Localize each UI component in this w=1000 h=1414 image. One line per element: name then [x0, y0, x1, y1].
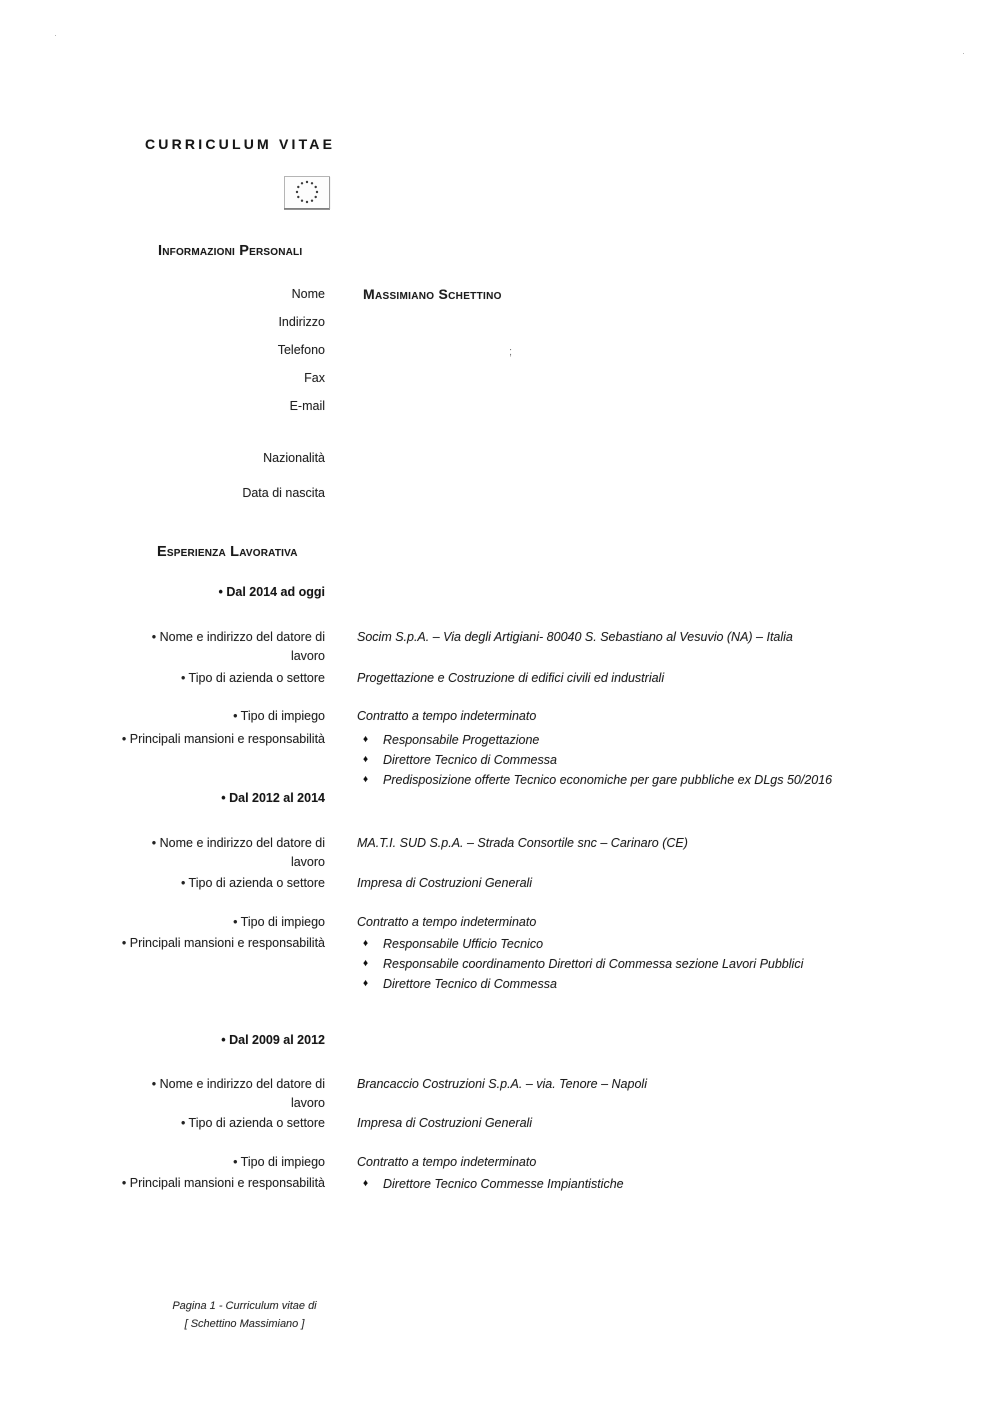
field-row-nome [0, 285, 1000, 304]
duty-text: Responsabile coordinamento Direttori di Commessa sezione Lavori Pubblici [383, 957, 804, 971]
field-row-indirizzo [0, 313, 1000, 332]
duty-text: Predisposizione offerte Tecnico economiche per gare pubbliche ex DLgs 50/2016 [383, 773, 833, 787]
job2-employment-row [0, 913, 1000, 932]
job1-employment-value: Contratto a tempo indeterminato [357, 709, 537, 723]
page-footer [152, 1297, 337, 1333]
duty-text: Responsabile Ufficio Tecnico [383, 937, 544, 951]
footer-line2: [ Schettino Massimiano ] [184, 1318, 305, 1330]
sector-label: • Tipo di azienda o settore [180, 1116, 325, 1130]
field-row-telefono [0, 341, 1000, 360]
duty-item [357, 974, 950, 994]
scan-mark-telefono: ; [509, 346, 513, 358]
job3-employer-value: Brancaccio Costruzioni S.p.A. – via. Tenore – Napoli [357, 1077, 647, 1091]
employer-label: • Nome e indirizzo del datore di lavoro [151, 1077, 325, 1110]
job1-sector-value: Progettazione e Costruzione di edifici civili ed industriali [357, 671, 665, 685]
job3-period: • Dal 2009 al 2012 [221, 1033, 325, 1047]
field-row-fax [0, 369, 1000, 388]
section-heading-experience: Esperienza Lavorativa [157, 544, 298, 560]
field-value-nome: Massimiano Schettino [363, 286, 502, 302]
duty-item [357, 954, 950, 974]
job1-employment-row [0, 707, 1000, 726]
job3-sector-value: Impresa di Costruzioni Generali [357, 1116, 533, 1130]
duty-text: Direttore Tecnico di Commessa [383, 753, 557, 767]
job3-sector-row [0, 1114, 1000, 1133]
field-label-data-di-nascita: Data di nascita [242, 486, 325, 500]
eu-flag-logo [283, 175, 331, 212]
field-row-nazionalita [0, 449, 1000, 468]
duty-item [357, 1174, 950, 1194]
duty-text: Direttore Tecnico di Commessa [383, 977, 557, 991]
diamond-bullet-icon: ♦ [363, 1178, 369, 1189]
job2-employer-row [0, 834, 1000, 872]
field-label-nome: Nome [291, 287, 325, 301]
field-label-fax: Fax [304, 371, 325, 385]
job2-period: • Dal 2012 al 2014 [221, 791, 325, 805]
job1-sector-row [0, 669, 1000, 688]
field-row-email [0, 397, 1000, 416]
job2-duties-row [0, 934, 1000, 994]
duties-label: • Principali mansioni e responsabilità [121, 1176, 325, 1190]
duty-item [357, 750, 950, 770]
job1-duties-row [0, 730, 1000, 790]
job1-employer-value: Socim S.p.A. – Via degli Artigiani- 80040 S. Sebastiano al Vesuvio (NA) – Italia [357, 630, 793, 644]
employment-label: • Tipo di impiego [233, 915, 325, 929]
scan-speck: · [962, 48, 965, 58]
employment-label: • Tipo di impiego [233, 709, 325, 723]
job2-sector-value: Impresa di Costruzioni Generali [357, 876, 533, 890]
employment-label: • Tipo di impiego [233, 1155, 325, 1169]
sector-label: • Tipo di azienda o settore [180, 671, 325, 685]
field-row-data-di-nascita [0, 484, 1000, 503]
employer-label: • Nome e indirizzo del datore di lavoro [151, 630, 325, 663]
field-label-telefono: Telefono [277, 343, 325, 357]
field-label-nazionalita: Nazionalità [263, 451, 325, 465]
duties-label: • Principali mansioni e responsabilità [121, 936, 325, 950]
footer-line1: Pagina 1 - Curriculum vitae di [172, 1300, 317, 1312]
diamond-bullet-icon: ♦ [363, 958, 369, 969]
field-label-email: E-mail [289, 399, 325, 413]
employer-label: • Nome e indirizzo del datore di lavoro [151, 836, 325, 869]
page-title: CURRICULUM VITAE [145, 136, 336, 152]
diamond-bullet-icon: ♦ [363, 978, 369, 989]
field-label-indirizzo: Indirizzo [278, 315, 325, 329]
diamond-bullet-icon: ♦ [363, 938, 369, 949]
section-heading-personal-info: Informazioni Personali [158, 243, 303, 259]
sector-label: • Tipo di azienda o settore [180, 876, 325, 890]
job1-period: • Dal 2014 ad oggi [218, 585, 325, 599]
duties-label: • Principali mansioni e responsabilità [121, 732, 325, 746]
job3-employment-row [0, 1153, 1000, 1172]
diamond-bullet-icon: ♦ [363, 754, 369, 765]
diamond-bullet-icon: ♦ [363, 774, 369, 785]
duty-text: Direttore Tecnico Commesse Impiantistiche [383, 1177, 624, 1191]
job2-employer-value: MA.T.I. SUD S.p.A. – Strada Consortile snc – Carinaro (CE) [357, 836, 688, 850]
duty-item [357, 730, 950, 750]
duty-text: Responsabile Progettazione [383, 733, 540, 747]
job3-employer-row [0, 1075, 1000, 1113]
job2-sector-row [0, 874, 1000, 893]
job2-employment-value: Contratto a tempo indeterminato [357, 915, 537, 929]
job3-duties-row [0, 1174, 1000, 1194]
duty-item [357, 934, 950, 954]
job3-employment-value: Contratto a tempo indeterminato [357, 1155, 537, 1169]
diamond-bullet-icon: ♦ [363, 734, 369, 745]
scan-speck: · [54, 30, 57, 40]
job1-employer-row [0, 628, 1000, 666]
duty-item [357, 770, 950, 790]
